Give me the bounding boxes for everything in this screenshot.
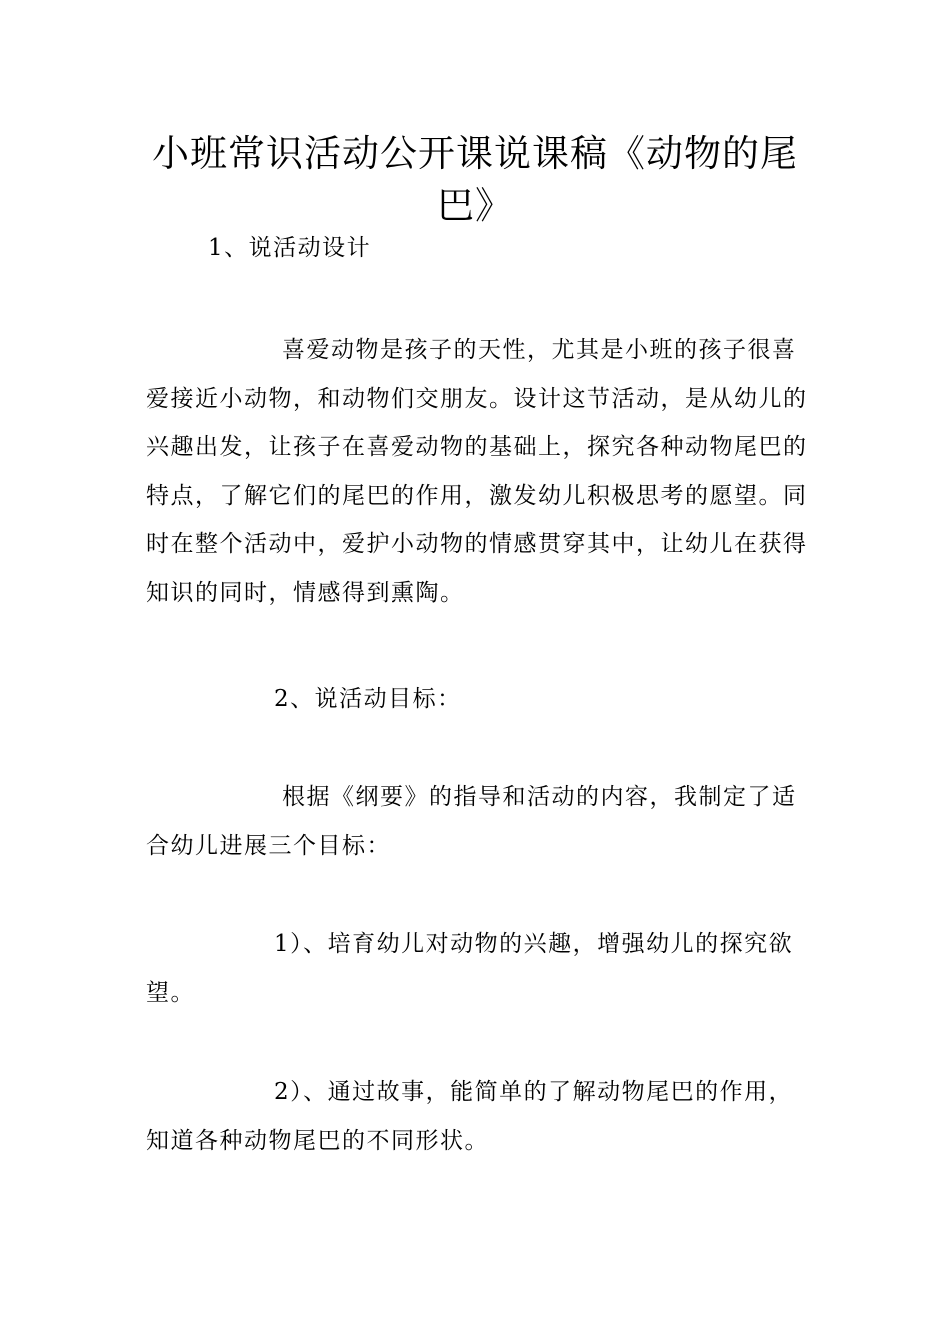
goal-item-2: 2）、通过故事，能简单的了解动物尾巴的作用，知道各种动物尾巴的不同形状。	[146, 1079, 794, 1154]
paragraph-goals-intro: 根据《纲要》的指导和活动的内容，我制定了适合幼儿进展三个目标：	[146, 784, 797, 859]
section-heading-activity-goals: 2、说活动目标：	[274, 686, 462, 712]
paragraph-activity-design: 喜爱动物是孩子的天性，尤其是小班的孩子很喜爱接近小动物，和动物们交朋友。设计这节活动，是从幼儿的兴趣出发，让孩子在喜爱动物的基础上，探究各种动物尾巴的特点，了解它们的尾巴的作用，激发幼儿积极思考的愿望。同时在整个活动中，爱护小动物的情感贯穿其中，让幼儿在获得知识的同时，情感得到熏陶。	[146, 337, 808, 606]
section-heading-activity-design: 1、说活动设计	[208, 235, 372, 261]
document-title: 小班常识活动公开课说课稿《动物的尾巴》	[152, 132, 798, 227]
goal-item-1: 1）、培育幼儿对动物的兴趣，增强幼儿的探究欲望。	[146, 931, 794, 1006]
